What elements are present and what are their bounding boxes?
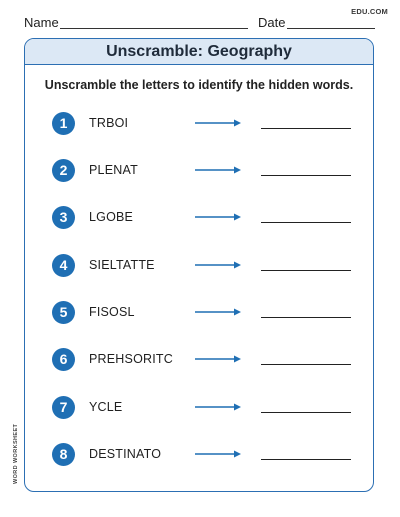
answer-line[interactable]: [261, 270, 351, 271]
brand-logo: EDU.COM: [351, 7, 388, 16]
number-badge: 3: [52, 206, 75, 229]
scrambled-word: PLENAT: [89, 163, 138, 177]
answer-line[interactable]: [261, 459, 351, 460]
list-item: [25, 206, 373, 232]
arrow-right-icon: [195, 449, 241, 459]
answer-line[interactable]: [261, 317, 351, 318]
date-line[interactable]: [287, 28, 375, 29]
scrambled-word: FISOSL: [89, 305, 135, 319]
answer-line[interactable]: [261, 222, 351, 223]
list-item: [25, 159, 373, 185]
instruction-text: Unscramble the letters to identify the hidden words.: [44, 78, 354, 92]
answer-line[interactable]: [261, 364, 351, 365]
arrow-right-icon: [195, 402, 241, 412]
scrambled-word: DESTINATO: [89, 447, 162, 461]
name-label: Name: [24, 15, 59, 30]
answer-line[interactable]: [261, 175, 351, 176]
scrambled-word: YCLE: [89, 400, 123, 414]
scrambled-word: TRBOI: [89, 116, 129, 130]
scrambled-word: PREHSORITC: [89, 352, 173, 366]
number-badge: 8: [52, 443, 75, 466]
arrow-right-icon: [195, 307, 241, 317]
arrow-right-icon: [195, 118, 241, 128]
number-badge: 6: [52, 348, 75, 371]
list-item: [25, 348, 373, 374]
number-badge: 5: [52, 301, 75, 324]
arrow-right-icon: [195, 260, 241, 270]
number-badge: 7: [52, 396, 75, 419]
list-item: [25, 301, 373, 327]
list-item: [25, 254, 373, 280]
list-item: [25, 112, 373, 138]
number-badge: 1: [52, 112, 75, 135]
list-item: [25, 443, 373, 469]
name-line[interactable]: [60, 28, 248, 29]
arrow-right-icon: [195, 354, 241, 364]
answer-line[interactable]: [261, 412, 351, 413]
answer-line[interactable]: [261, 128, 351, 129]
list-item: [25, 396, 373, 422]
scrambled-word: SIELTATTE: [89, 258, 155, 272]
side-label: WORD WORKSHEET: [13, 423, 19, 484]
date-label: Date: [258, 15, 286, 30]
scrambled-word: LGOBE: [89, 210, 134, 224]
worksheet-title: Unscramble: Geography: [25, 39, 373, 65]
arrow-right-icon: [195, 165, 241, 175]
worksheet-panel: [24, 38, 374, 492]
number-badge: 2: [52, 159, 75, 182]
number-badge: 4: [52, 254, 75, 277]
arrow-right-icon: [195, 212, 241, 222]
